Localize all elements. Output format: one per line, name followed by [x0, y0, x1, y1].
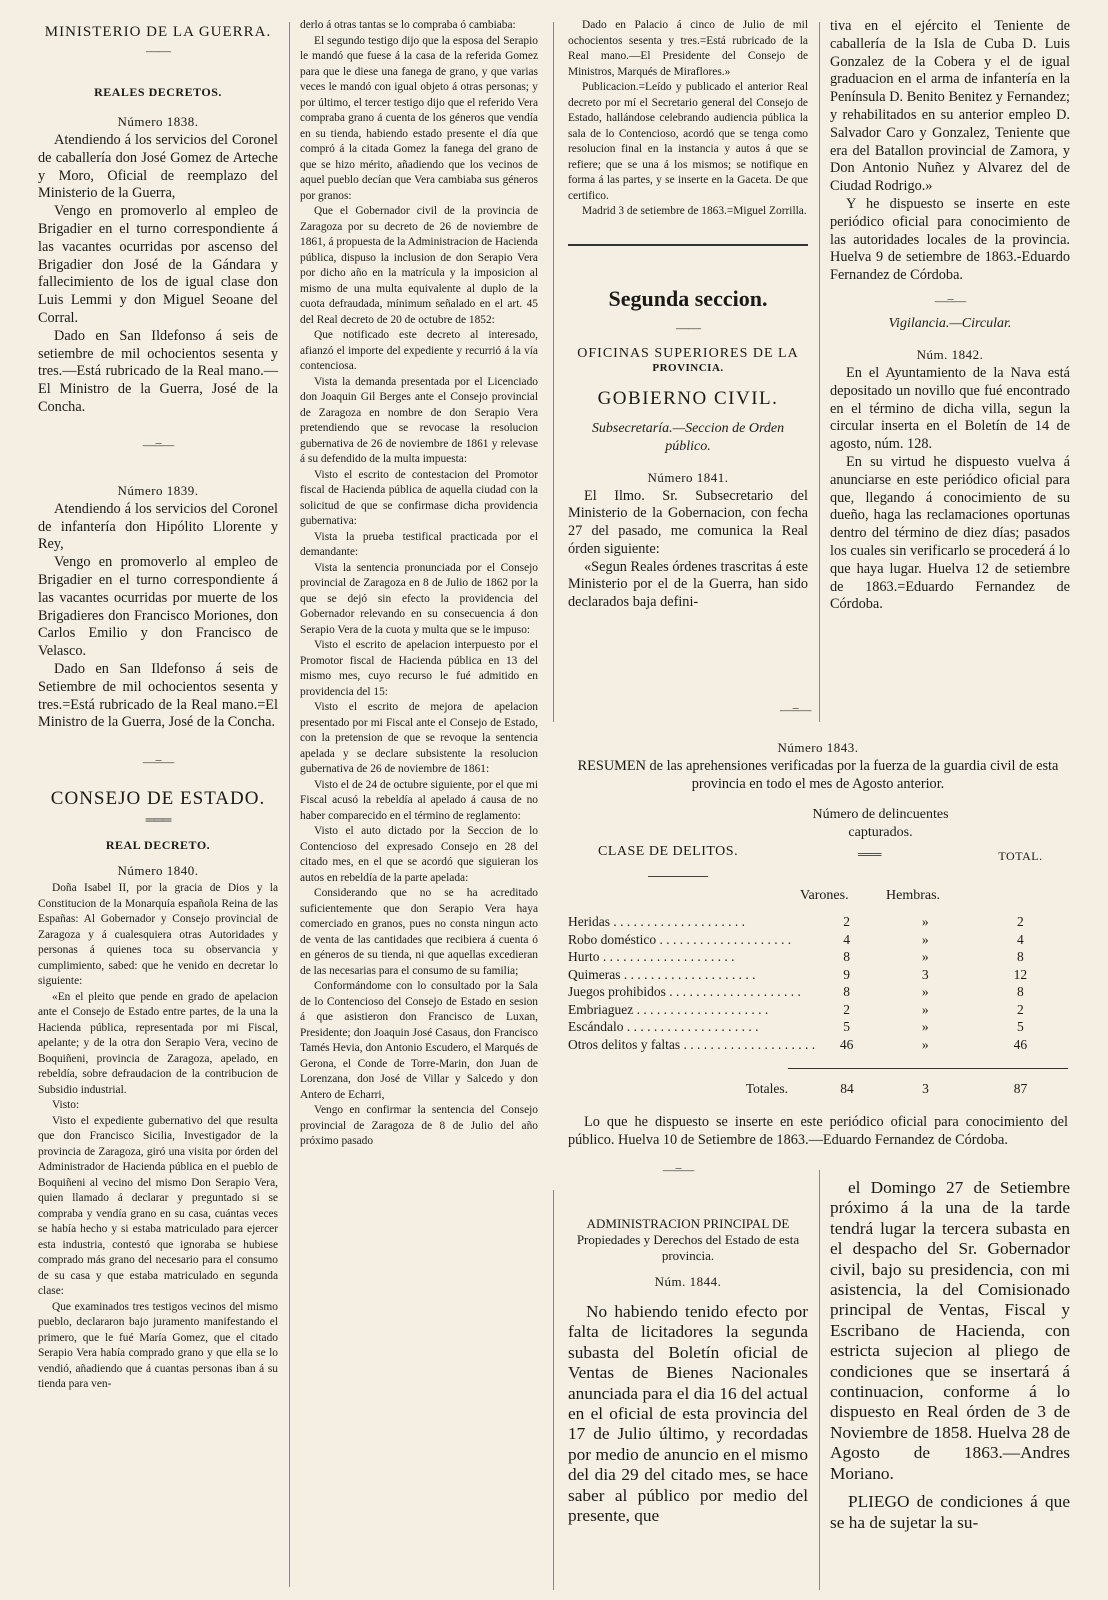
paragraph: Dado en San Ildefonso á seis de Setiembre de mil ochocientos sesenta y tres.=Está rubricado de la Real mano.=El Ministro de la Guerra, José de la Concha. [38, 660, 278, 731]
count-hembras: » [921, 931, 929, 947]
count-hembras: » [921, 984, 929, 1000]
separator: —— [146, 43, 170, 58]
separator: —=— [142, 436, 174, 452]
totals-table [568, 1081, 1068, 1099]
decree-number: Número 1841. [647, 469, 729, 485]
paragraph: Vista la sentencia pronunciada por el Consejo provincial de Zaragoza en 8 de Julio de 1862 por la que se dejó sin efecto la providencia del Gobernador relevando en su consecuencia á don Serapio Vera de la cuota y multa que se le impuso: [300, 561, 538, 636]
heading-vigilancia: Vigilancia.—Circular. [888, 315, 1012, 331]
paragraph: Vista la prueba testifical practicada por el demandante: [300, 530, 538, 558]
paragraph: tiva en el ejército el Teniente de caballería de la Isla de Cuba D. Luis Gonzalez de la Cobera y el de igual graduacion en el arma de infantería en la Península D. Benito Benitez y Fernandez; y rehabilitados en su anterior empleo D. Salvador Caro y Gonzalez, Teniente que era del Batallon provincial de Zamora, y Don Antonio Nuñez y Alvarez del de Ciudad Rodrigo.» [830, 18, 1070, 195]
column-3-bottom [568, 1198, 808, 1526]
section-rule [568, 244, 808, 246]
count-total: 2 [1017, 1001, 1024, 1017]
paragraph: Vengo en promoverlo al empleo de Brigadier en el turno correspondiente á las vacantes ocurridas por ascenso del Brigadier don José de la Gándara y fallecimiento de los de igual clase don Luis Lemmi y don Miguel Seoane del Corral. [38, 203, 278, 326]
paragraph: Visto el escrito de apelacion interpuesto por el Promotor fiscal de Hacienda pública en 13 del mismo mes, cuyo recurso le fué admitido en providencia del 15: [300, 639, 538, 698]
paragraph: Madrid 3 de setiembre de 1863.=Miguel Zorrilla. [582, 205, 807, 217]
paragraph: Vengo en promoverlo al empleo de Brigadier en el turno correspondiente á las vacantes ocurridas por muerte de los Brigadieres don Francisco Moriones, don Carlos Emilio y don Francisco de Velasco. [38, 554, 278, 660]
count-hembras: » [921, 1036, 929, 1052]
header-rule [648, 876, 708, 877]
table-row [568, 1001, 1068, 1019]
heading-provincia: PROVINCIA. [652, 361, 724, 374]
column-rule [289, 22, 290, 1587]
table-row [568, 984, 1068, 1002]
paragraph: Visto el escrito de mejora de apelacion presentado por mi Fiscal ante el Consejo de Estado, con la pretension de que se revoque la sentencia apelada y se declare subsistente la resolucion gubernativa de 26 de noviembre de 1861: [300, 701, 538, 775]
separator: —— [676, 319, 700, 335]
paragraph: Visto: [52, 1099, 80, 1112]
paragraph: Dado en San Ildefonso á seis de setiembre de mil ochocientos sesenta y tres.—Está rubricado de la Real mano.—El Ministro de la Guerra, José de la Concha. [38, 327, 278, 415]
crime-class: Hurto . . . . . . . . . . . . . . . . . . . . [568, 949, 735, 965]
section-title-ministerio: MINISTERIO DE LA GUERRA. [44, 24, 272, 40]
count-varones: 2 [843, 1001, 850, 1017]
column-rule [553, 22, 554, 722]
count-varones: 5 [843, 1019, 850, 1035]
count-total: 8 [1017, 984, 1024, 1000]
paragraph: Vista la demanda presentada por el Licenciado don Joaquin Gil Berges ante el Consejo provincial de Zaragoza en nombre de don Serapio Vera pretendiendo que se revocase la resolucion gubernativa de 26 de noviembre de 1861 y relevase á su defendido de la multa impuesta: [300, 375, 538, 465]
paragraph: El Ilmo. Sr. Subsecretario del Ministerio de la Gobernacion, con fecha 27 del pasado, me comunica la Real órden siguiente: [568, 487, 808, 557]
separator: —=— [662, 1161, 694, 1177]
separator: —=— [780, 702, 811, 717]
totals-rule [788, 1068, 1068, 1069]
crime-class: Otros delitos y faltas . . . . . . . . . . . . . . . . . . . . [568, 1036, 816, 1052]
decree-1840-body [38, 881, 278, 1393]
count-varones: 8 [843, 949, 850, 965]
crime-class: Embriaguez . . . . . . . . . . . . . . . . . . . . [568, 1001, 769, 1017]
paragraph: Dado en Palacio á cinco de Julio de mil ochocientos sesenta y tres.=Está rubricado de la Real mano.—El Presidente del Consejo de Ministros, Marqués de Miraflores.» [568, 19, 808, 78]
paragraph: Atendiendo á los servicios del Coronel de caballería don José Gomez de Arteche y Moro, Oficial de reemplazo del Ministerio de la Guerra, [38, 132, 278, 202]
column-rule [819, 1170, 820, 1590]
paragraph: Atendiendo á los servicios del Coronel de infantería don Hipólito Llorente y Rey, [38, 500, 278, 553]
paragraph: «Segun Reales órdenes trascritas á este Ministerio por el de la Guerra, han sido declarados baja defini- [568, 558, 808, 611]
paragraph: Considerando que no se ha acreditado suficientemente que don Serapio Vera haya comerciado en granos, pues no consta ningun acto de venta de las cantidades que recibiera á cuenta ó en géneros de su tienda, ni que aquellas excedieran de las necesarias para el consumo de su familia; [300, 887, 538, 977]
decree-number: Número 1843. [777, 740, 859, 755]
section-title-segunda: Segunda seccion. [608, 285, 768, 311]
header-hembras: Hembras. [886, 887, 941, 903]
paragraph: Que el Gobernador civil de la provincia de Zaragoza por su decreto de 26 de noviembre de 1861, á propuesta de la Administracion de Hacienda pública, dispuso la inclusion de don Serapio Vera por dicho año en la matrícula y la imposicion al mismo de una multa equivalente al duplo de la cuota defraudada, mínimum señalado en el art. 45 del Real decreto de 20 de octubre de 1852: [300, 205, 538, 326]
separator: —=— [934, 292, 966, 308]
paragraph: Y he dispuesto se inserte en este periódico oficial para conocimiento de las autoridades locales de la provincia. Huelva 9 de setiembre de 1863.-Eduardo Fernandez de Córdoba. [830, 195, 1070, 284]
crime-class: Quimeras . . . . . . . . . . . . . . . . . . . . [568, 966, 756, 982]
decree-number: Núm. 1842. [916, 346, 984, 362]
count-total: 12 [1013, 966, 1028, 982]
count-varones: 4 [843, 931, 850, 947]
count-hembras: » [921, 1001, 929, 1017]
column-2 [300, 18, 538, 1150]
paragraph: Visto el de 24 de octubre siguiente, por el que mi Fiscal acusó la rebeldía al apelado á causa de no haber comparecido en el término de reglamento: [300, 778, 538, 822]
paragraph: Visto el auto dictado por la Seccion de lo Contencioso del expresado Consejo en 28 del citado mes, en el que se acordó que siguieran los autos en rebeldía de la parte apelada: [300, 825, 538, 884]
paragraph: No habiendo tenido efecto por falta de licitadores la segunda subasta del Boletín oficial de Ventas de Bienes Nacionales anunciada para el dia 16 del actual en el oficial de esta provincia del 17 de Julio último, y recordadas por medio de anuncio en el mismo del dia 29 del citado mes, se hace saber al público por medio del presente, que [568, 1302, 808, 1526]
crime-class: Heridas . . . . . . . . . . . . . . . . . . . . [568, 914, 745, 930]
count-total: 46 [1013, 1036, 1028, 1052]
paragraph: En el Ayuntamiento de la Nava está depositado un novillo que fué encontrado en el término de dicha villa, segun la circular inserta en el Boletín de 14 de agosto, núm. 128. [830, 364, 1070, 453]
crime-class: Robo doméstico . . . . . . . . . . . . . . . . . . . . [568, 931, 792, 947]
column-4-bottom [830, 1178, 1070, 1533]
crime-class: Escándalo . . . . . . . . . . . . . . . . . . . . [568, 1019, 759, 1035]
totals-total: 87 [1013, 1081, 1028, 1097]
count-hembras: » [921, 914, 929, 930]
header-numero: Número de delincuentes capturados. [812, 806, 949, 840]
totals-label: Totales. [745, 1081, 788, 1097]
paragraph: Visto el escrito de contestacion del Promotor fiscal de Hacienda pública de aquella ciudad con la solicitud de que se confirmase dicha providencia gubernativa: [300, 468, 538, 527]
subheading-real-decreto: REAL DECRETO. [105, 838, 211, 853]
paragraph: Doña Isabel II, por la gracia de Dios y la Constitucion de la Monarquía española Reina de las Españas: Al Gobernador y Consejo provincial de Zaragoza y á cualesquiera otras Autoridades y personas á quienes toca su observancia y cumplimiento, sabed: que he venido en decretar lo siguiente: [38, 882, 278, 988]
totals-varones: 84 [840, 1081, 854, 1097]
crime-class: Juegos prohibidos . . . . . . . . . . . . . . . . . . . . [568, 984, 801, 1000]
header-ornament: ═══ [858, 848, 882, 861]
header-clase: CLASE DE DELITOS. [598, 843, 739, 859]
table-caption: RESUMEN de las aprehensiones verificadas por la fuerza de la guardia civil de esta provincia en todo el mes de Agosto anterior. [577, 758, 1059, 792]
decree-number: Núm. 1844. [654, 1274, 722, 1289]
table-row [568, 1036, 1068, 1054]
count-varones: 8 [843, 984, 850, 1000]
count-hembras: » [921, 1019, 929, 1035]
decree-number: Número 1840. [117, 863, 199, 879]
count-total: 8 [1017, 949, 1024, 965]
totals-hembras: 3 [922, 1081, 929, 1097]
count-varones: 2 [843, 914, 850, 930]
paragraph: PLIEGO de condiciones á que se ha de sujetar la su- [830, 1492, 1070, 1532]
paragraph: Visto el expediente gubernativo del que resulta que don Francisco Sicilia, Investigador de la provincia de Zaragoza, giró una visita por órden del Administrador de Hacienda pública en el pueblo de Boquiñeni al vecino del mismo Don Serapio Vera, quien llamado á declarar y preguntado si se compraba y vendía grano en su casa, cuántas veces se había hecho y si estaba matriculado para ejercer esta industria, contestó que ignoraba se hubiese comprado más grano del necesario para el consumo de su casa y que estaba matriculado en segunda clase: [38, 1114, 278, 1298]
paragraph: Conformándome con lo consultado por la Sala de lo Contencioso del Consejo de Estado en sesion á que asistieron don Francisco de Luxan, Presidente; don Joaquin José Casaus, don Francisco Tamés Hevia, don Antonio Escudero, el Marqués de Gerona, el Conde de Torre-Marin, don Juan de Lorenzana, don José de Villar y Salcedo y don Antero de Echarri, [300, 980, 538, 1101]
separator: —=— [142, 754, 174, 770]
column-4 [830, 18, 1070, 614]
column-1 [38, 18, 278, 1393]
heading-gobierno-civil: GOBIERNO CIVIL. [597, 387, 779, 409]
column-3 [568, 18, 808, 612]
header-varones: Varones. [800, 887, 849, 903]
paragraph: derlo á otras tantas se lo compraba ó cambiaba: [300, 19, 516, 31]
table-row [568, 931, 1068, 949]
paragraph: En su virtud he dispuesto vuelva á anunciarse en este periódico oficial para que, llegando á conocimiento de su dueño, haga las reclamaciones oportunas dentro del término de diez días; pasados los cuales sin verificarlo se procederá á lo que haya lugar. Huelva 12 de setiembre de 1863.=Eduardo Fernandez de Córdoba. [830, 453, 1070, 613]
table-row [568, 1019, 1068, 1037]
totals-row [568, 1081, 1068, 1099]
count-hembras: 3 [921, 966, 929, 982]
count-hembras: » [921, 949, 929, 965]
table-header [568, 794, 1068, 914]
paragraph: Publicacion.=Leído y publicado el anterior Real decreto por mí el Secretario general del Consejo de Estado, hallándose celebrando audiencia pública la sala de lo Contencioso, acordó que se tenga como resolucion final en la instancia y autos á que se refiere; que se una á los mismos; se notifique en forma á las partes, y se inserte en la Gaceta. De que certifico. [568, 81, 808, 202]
column-rule [819, 22, 820, 722]
decree-number: Número 1838. [117, 114, 199, 129]
column-rule [553, 1190, 554, 1590]
paragraph: Que notificado este decreto al interesado, afianzó el importe del expediente y recurrió á la vía contenciosa. [300, 329, 538, 372]
header-total: TOTAL. [998, 848, 1043, 863]
paragraph: Que examinados tres testigos vecinos del mismo pueblo, declararon bajo juramento manifestando el primero, que le fué María Gomez, que el citado Serapio Vera había comprado grano y que ella se lo vendió, añadiendo que á cuantas personas iban á su tienda para ven- [38, 1300, 278, 1391]
count-total: 2 [1017, 914, 1024, 930]
separator: ═══ [145, 812, 171, 828]
paragraph: el Domingo 27 de Setiembre próximo á la una de la tarde tendrá lugar la tercera subasta en el despacho del Sr. Gobernador civil, bajo su presidencia, con mi asistencia, la del Comisionado principal de Ventas, Fiscal y Escribano de Hacienda, con estricta sujecion al pliego de condiciones que se insertará á continuacion, conforme á lo dispuesto en Real órden de 3 de Noviembre de 1858. Huelva 28 de Agosto de 1863.—Andres Moriano. [830, 1178, 1070, 1483]
paragraph: «En el pleito que pende en grado de apelacion ante el Consejo de Estado entre partes, de la una la Hacienda pública, representada por mi Fiscal, apelante; y de la otra don Serapio Vera, vecino de Boquiñeni, provincia de Zaragoza, apelado, en rebeldía, sobre defraudacion de la contribucion de Subsidio industrial. [38, 990, 278, 1096]
paragraph: El segundo testigo dijo que la esposa del Serapio le mandó que fuese á la casa de la referida Gomez para que le diese una fanega de grano, y que varias veces le mandó con igual objeto á otras personas; y por último, el tercer testigo dijo que el referido Vera compraba grano á cuenta de los géneros que vendía en su tienda, habiendo estado presente el día que compró á la citada Gomez la fanega del grano de que se hizo mérito, añadiendo que los vecinos de aquel pueblo decían que Vera cambiaba sus géneros por granos: [300, 34, 538, 202]
count-total: 4 [1017, 931, 1024, 947]
heading-oficinas: OFICINAS SUPERIORES DE LA [577, 345, 799, 361]
paragraph: Vengo en confirmar la sentencia del Consejo provincial de Zaragoza de 8 de Julio del año próximo pasado [300, 1104, 538, 1147]
paragraph: Lo que he dispuesto se inserte en este periódico oficial para conocimiento del público. Huelva 10 de Setiembre de 1863.—Eduardo Fernandez de Córdoba. [568, 1114, 1068, 1148]
table-row [568, 966, 1068, 984]
crimes-table [568, 914, 1068, 1054]
heading-subsecretaria: Subsecretaría.—Seccion de Orden público. [591, 420, 785, 454]
table-row [568, 949, 1068, 967]
decree-number: Número 1839. [117, 482, 199, 498]
decree-1843-section [568, 740, 1068, 1178]
heading-administracion: ADMINISTRACION PRINCIPAL DE Propiedades y Derechos del Estado de esta provincia. [576, 1216, 800, 1263]
subheading-reales-decretos: REALES DECRETOS. [94, 85, 222, 99]
count-varones: 46 [839, 1036, 854, 1052]
table-row [568, 914, 1068, 932]
count-varones: 9 [843, 966, 850, 982]
section-title-consejo: CONSEJO DE ESTADO. [50, 788, 266, 810]
count-total: 5 [1017, 1019, 1024, 1035]
